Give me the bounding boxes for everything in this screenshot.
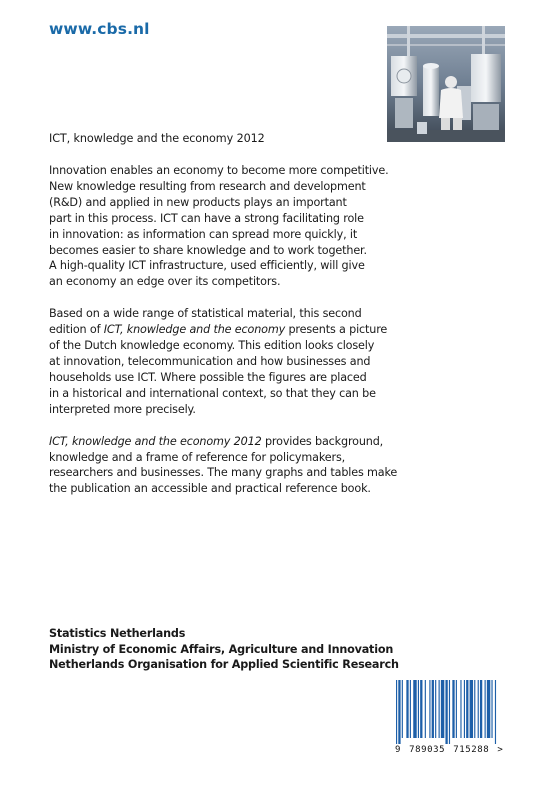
book-title: ICT, knowledge and the economy 2012 [49, 132, 265, 145]
barcode-bar [445, 680, 447, 744]
barcode-bar [439, 680, 440, 738]
description-text [49, 163, 398, 513]
publisher-name: Statistics Netherlands [49, 627, 186, 640]
barcode-bar [413, 680, 416, 738]
barcode-bar [435, 680, 436, 738]
barcode-bar [491, 680, 492, 738]
barcode-bar [441, 680, 444, 738]
barcode-bar [418, 680, 419, 738]
cover-photo-lab-worker [387, 26, 505, 142]
barcode-bar [402, 680, 403, 738]
barcode-bar [429, 680, 430, 738]
barcode-bar [474, 680, 475, 738]
barcode-bar [398, 680, 400, 744]
paragraph-3: ICT, knowledge and the economy 2012 provides background, knowledge and a frame of reference for policymakers, researchers and businesses. The many graphs and tables make the publication an accessible and practical reference book. [49, 434, 398, 496]
barcode-bar [456, 680, 457, 738]
barcode-bar [466, 680, 468, 738]
barcode-bar [452, 680, 454, 738]
barcode-bar [487, 680, 490, 738]
paragraph-1: Innovation enables an economy to become more competitive. New knowledge resulting from research and development (R&D) and applied in new products plays an important part in this process. ICT can have a strong facilitating role in innovation: as information can spread more quickly, it becomes easier to share knowledge and to work together. A high-quality ICT infrastructure, used efficiently, will give an economy an edge over its competitors. [49, 164, 389, 289]
publisher-name: Netherlands Organisation for Applied Scientific Research [49, 658, 399, 671]
isbn-number: 9 789035 715288 > [395, 745, 504, 755]
barcode-bar [485, 680, 486, 738]
barcode-bar [478, 680, 479, 738]
barcode-bar [495, 680, 496, 744]
barcode-bar [449, 680, 450, 744]
barcode-bar [470, 680, 473, 738]
barcode-bar [480, 680, 482, 738]
barcode-bar [410, 680, 411, 738]
barcode-bar [420, 680, 422, 738]
publisher-list [49, 626, 399, 673]
barcode-bar [464, 680, 465, 738]
website-url: www.cbs.nl [49, 20, 150, 38]
barcode-bar [406, 680, 408, 738]
barcode-bar [396, 680, 397, 744]
barcode-bar [460, 680, 461, 738]
barcode-bar [432, 680, 434, 738]
publisher-name: Ministry of Economic Affairs, Agriculture and Innovation [49, 642, 394, 656]
barcode-bar [425, 680, 426, 738]
paragraph-2: Based on a wide range of statistical material, this second edition of ICT, knowledge and the economy presents a picture of the Dutch knowledge economy. This edition looks closely at innovation, telecommunication and how businesses and households use ICT. Where possible the figures are placed in a historical and international context, so that they can be interpreted more precisely. [49, 307, 388, 416]
